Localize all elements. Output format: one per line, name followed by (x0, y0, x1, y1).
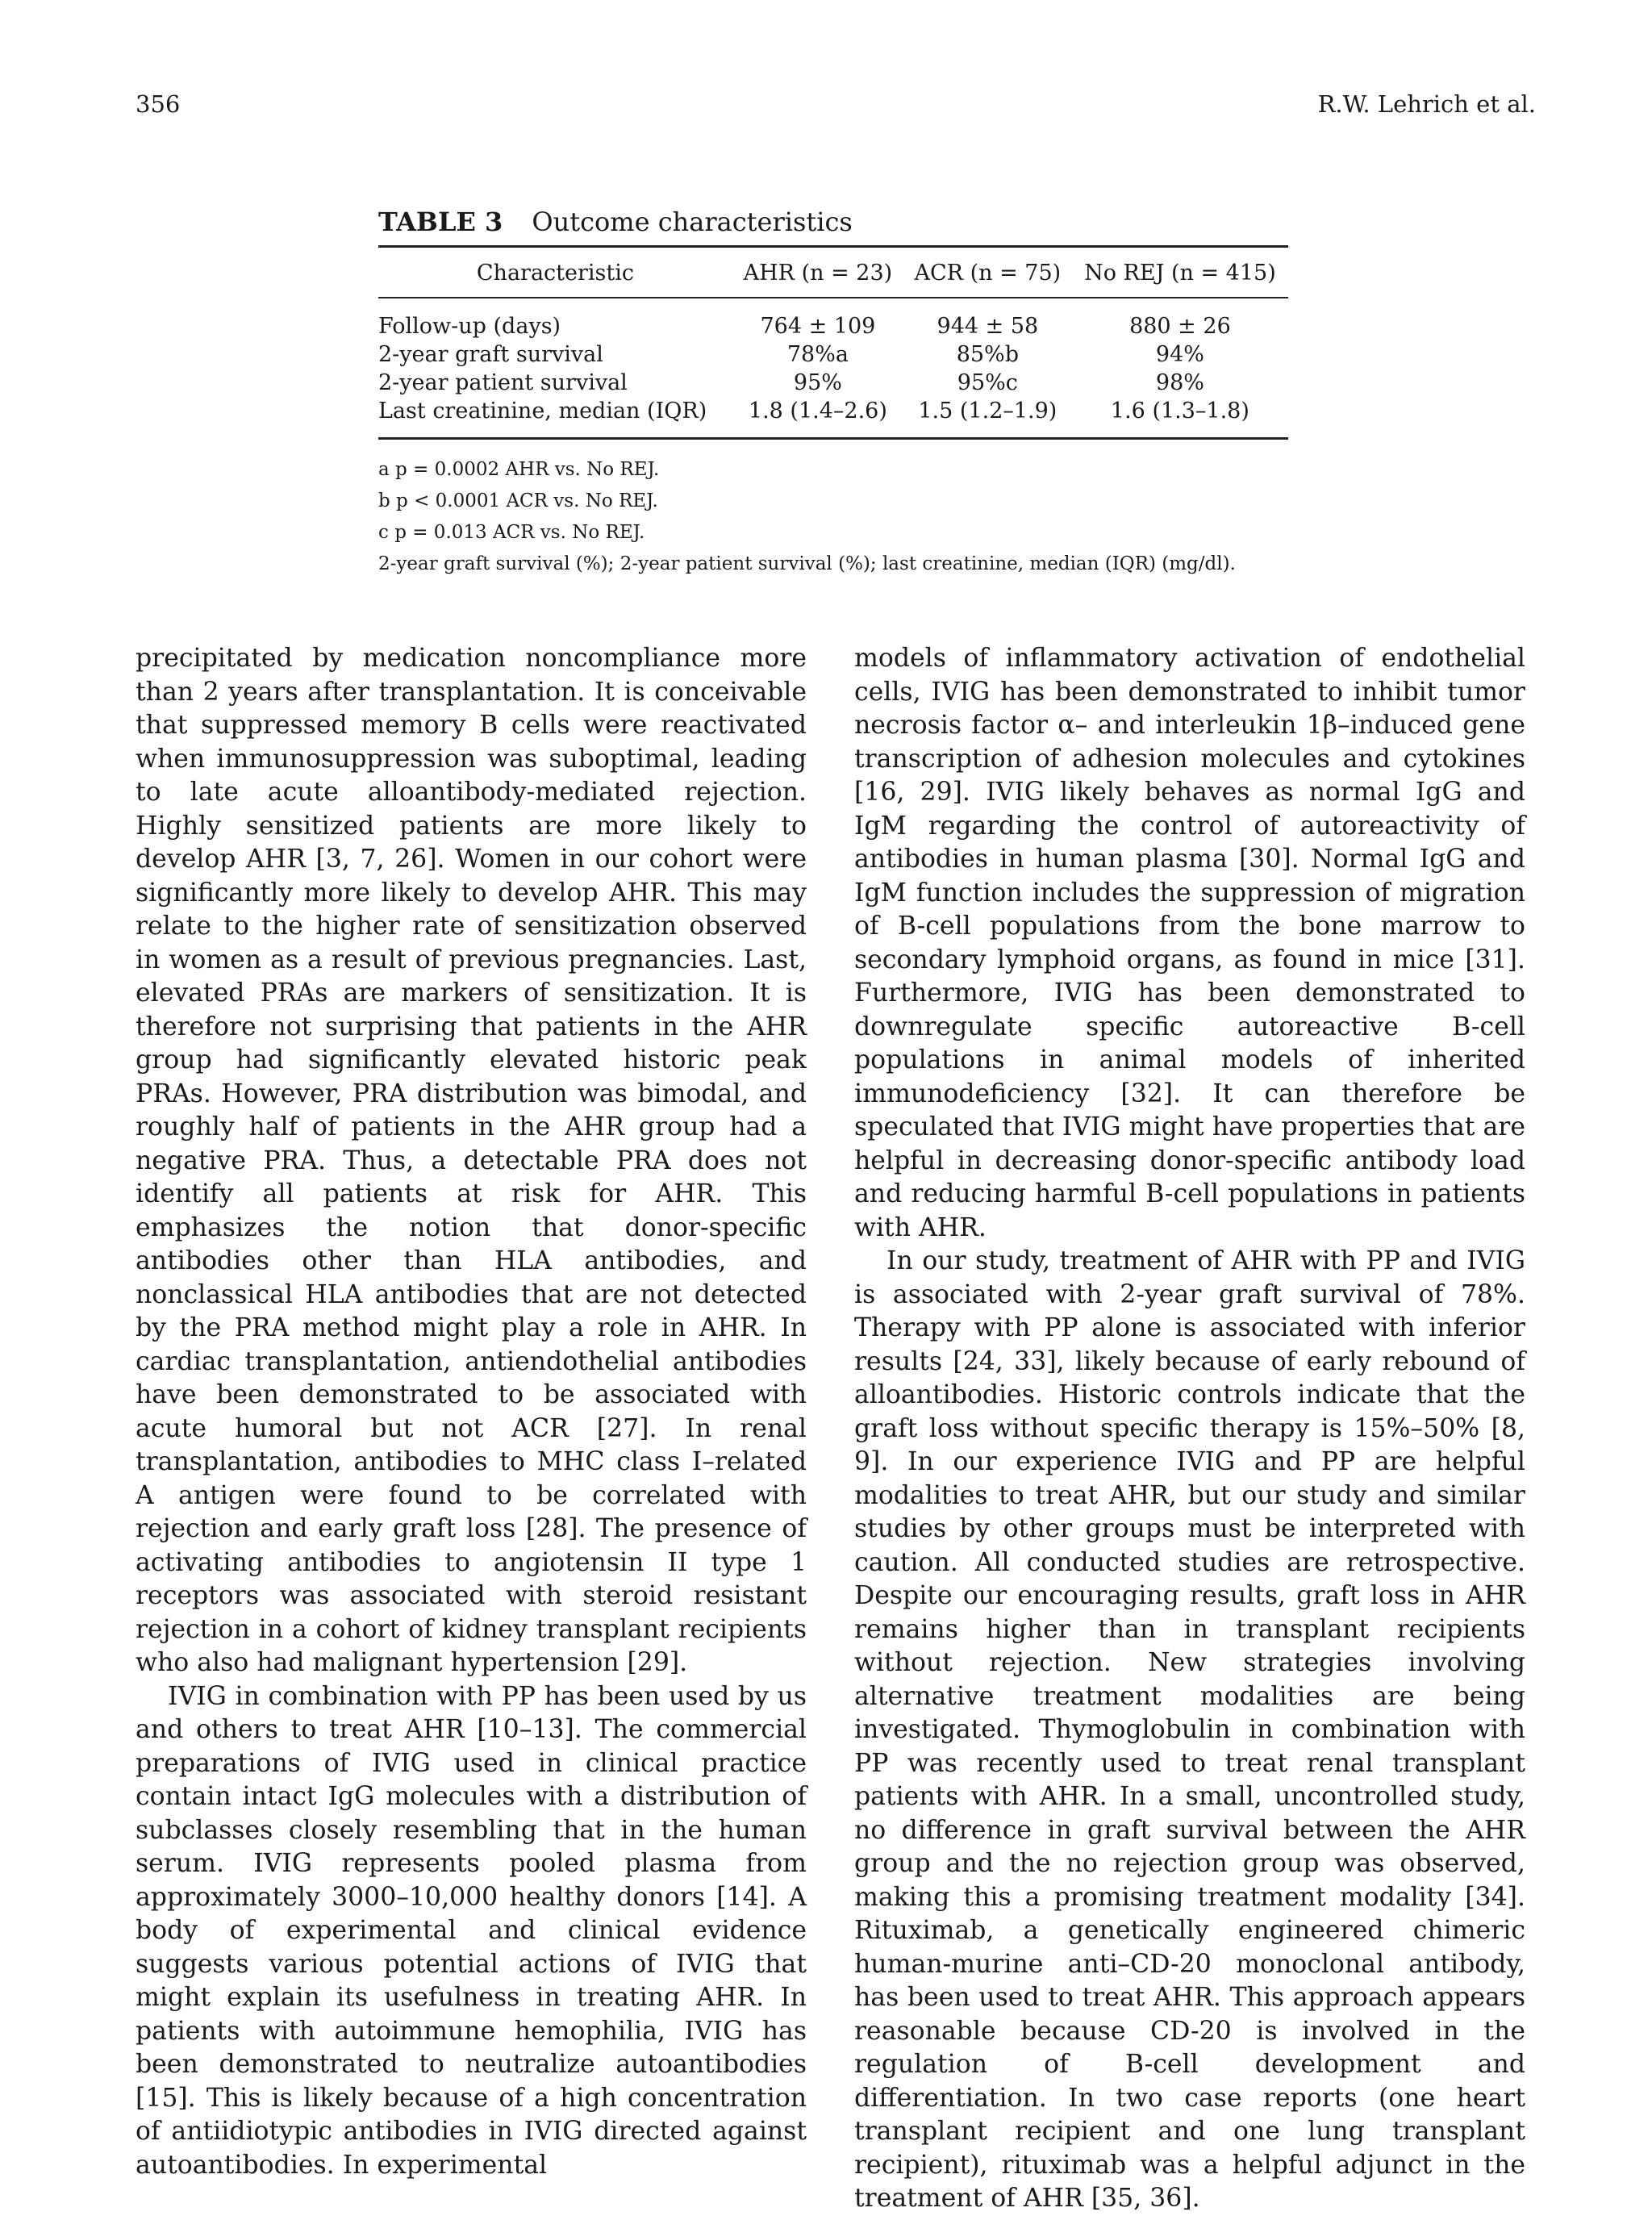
cell-no-rej: 94% (1155, 342, 1204, 367)
right-column (854, 642, 1525, 2216)
row-label: Follow-up (days) (378, 314, 561, 339)
cell-no-rej: 880 ± 26 (1129, 314, 1231, 339)
cell-ahr: 764 ± 109 (760, 314, 876, 339)
col-header-acr: ACR (n = 75) (903, 247, 1072, 298)
outcome-table (378, 245, 1288, 440)
footnote-c: c p = 0.013 ACR vs. No REJ. (378, 522, 645, 543)
table-label: TABLE 3 (378, 207, 503, 237)
cell-ahr: 78%a (786, 342, 849, 367)
paragraph-right-2: In our study, treatment of AHR with PP and IVIG is associated with 2-year graft survival of 78%. Therapy with PP alone is associated with inferior results [24, 33], likely because of early rebound of alloantibodies. Historic controls indicate that the graft loss without specific therapy is 15%–50% [8, 9]. In our experience IVIG and PP are helpful modalities to treat AHR, but our study and similar studies by other groups must be interpreted with caution. All conducted studies are retrospective. Despite our encouraging results, graft loss in AHR remains higher than in transplant recipients without rejection. New strategies involving alternative treatment modalities are being investigated. Thymoglobulin in combination with PP was recently used to treat renal transplant patients with AHR. In a small, uncontrolled study, no difference in graft survival between the AHR group and the no rejection group was observed, making this a promising treatment modality [34]. Rituximab, a genetically engineered chimeric human-murine anti–CD-20 monoclonal antibody, has been used to treat AHR. This approach appears reasonable because CD-20 is involved in the regulation of B-cell development and differentiation. In two case reports (one heart transplant recipient and one lung transplant recipient), rituximab was a helpful adjunct in the treatment of AHR [35, 36]. (854, 1246, 1525, 2213)
col-header-characteristic: Characteristic (378, 247, 732, 298)
table-row (378, 397, 1288, 439)
table-footnotes (378, 454, 1288, 580)
row-label: 2-year patient survival (378, 370, 628, 395)
cell-acr: 85%b (956, 342, 1019, 367)
cell-no-rej: 1.6 (1.3–1.8) (1110, 399, 1249, 424)
table-title: Outcome characteristics (532, 207, 853, 237)
row-label: 2-year graft survival (378, 342, 603, 367)
cell-acr: 944 ± 58 (937, 314, 1039, 339)
table-row (378, 298, 1288, 340)
cell-ahr: 1.8 (1.4–2.6) (748, 399, 887, 424)
paragraph-left-2: IVIG in combination with PP has been used by us and others to treat AHR [10–13]. The commercial preparations of IVIG used in clinical practice contain intact IgG molecules with a distribution of subclasses closely resembling that in the human serum. IVIG represents pooled plasma from approximately 3000–10,000 healthy donors [14]. A body of experimental and clinical evidence suggests various potential actions of IVIG that might explain its usefulness in treating AHR. In patients with autoimmune hemophilia, IVIG has been demonstrated to neutralize autoantibodies [15]. This is likely because of a high concentration of antiidiotypic antibodies in IVIG directed against autoantibodies. In experimental (136, 1681, 807, 2180)
table-row (378, 369, 1288, 397)
footnote-units: 2-year graft survival (%); 2-year patient survival (%); last creatinine, median (IQR) (mg/dl). (378, 553, 1236, 574)
outcome-table-block (378, 207, 1288, 580)
col-header-no-rej: No REJ (n = 415) (1072, 247, 1288, 298)
table-row (378, 340, 1288, 369)
paragraph-right-1: models of inflammatory activation of endothelial cells, IVIG has been demonstrated to inhibit tumor necrosis factor α– and interleukin 1β–induced gene transcription of adhesion molecules and cytokines [16, 29]. IVIG likely behaves as normal IgG and IgM regarding the control of autoreactivity of antibodies in human plasma [30]. Normal IgG and IgM function includes the suppression of migration of B-cell populations from the bone marrow to secondary lymphoid organs, as found in mice [31]. Furthermore, IVIG has been demonstrated to downregulate specific autoreactive B-cell populations in animal models of inherited immunodeficiency [32]. It can therefore be speculated that IVIG might have properties that are helpful in decreasing donor-specific antibody load and reducing harmful B-cell populations in patients with AHR. (854, 644, 1525, 1242)
table-caption (378, 207, 1288, 237)
row-label: Last creatinine, median (IQR) (378, 399, 707, 424)
cell-ahr: 95% (793, 370, 842, 395)
table-header-row (378, 247, 1288, 298)
left-column (136, 642, 807, 2182)
page-number: 356 (136, 90, 181, 118)
cell-no-rej: 98% (1155, 370, 1204, 395)
footnote-a: a p = 0.0002 AHR vs. No REJ. (378, 459, 660, 480)
cell-acr: 1.5 (1.2–1.9) (918, 399, 1058, 424)
paragraph-left-1: precipitated by medication noncompliance more than 2 years after transplantation. It is conceivable that suppressed memory B cells were reactivated when immunosuppression was suboptimal, leading to late acute alloantibody-mediated rejection. Highly sensitized patients are more likely to develop AHR [3, 7, 26]. Women in our cohort were significantly more likely to develop AHR. This may relate to the higher rate of sensitization observed in women as a result of previous pregnancies. Last, elevated PRAs are markers of sensitization. It is therefore not surprising that patients in the AHR group had significantly elevated historic peak PRAs. However, PRA distribution was bimodal, and roughly half of patients in the AHR group had a negative PRA. Thus, a detectable PRA does not identify all patients at risk for AHR. This emphasizes the notion that donor-specific antibodies other than HLA antibodies, and nonclassical HLA antibodies that are not detected by the PRA method might play a role in AHR. In cardiac transplantation, antiendothelial antibodies have been demonstrated to be associated with acute humoral but not ACR [27]. In renal transplantation, antibodies to MHC class I–related A antigen were found to be correlated with rejection and early graft loss [28]. The presence of activating antibodies to angiotensin II type 1 receptors was associated with steroid resistant rejection in a cohort of kidney transplant recipients who also had malignant hypertension [29]. (136, 644, 807, 1677)
running-head: R.W. Lehrich et al. (1317, 90, 1536, 118)
footnote-b: b p < 0.0001 ACR vs. No REJ. (378, 490, 658, 511)
cell-acr: 95%c (957, 370, 1018, 395)
col-header-ahr: AHR (n = 23) (732, 247, 903, 298)
